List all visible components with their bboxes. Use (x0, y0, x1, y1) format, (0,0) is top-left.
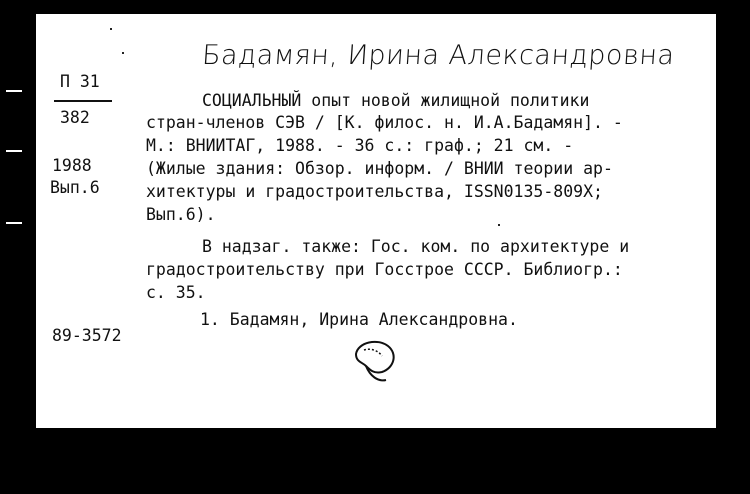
library-stamp-mark (348, 336, 408, 386)
scan-mark (6, 90, 22, 92)
scan-mark (6, 150, 22, 152)
scan-speck (122, 52, 124, 54)
note-line: В надзаг. также: Гос. ком. по архитектуре и (202, 237, 630, 256)
scan-bottom-edge (0, 428, 750, 494)
year-label: 1988 (52, 156, 92, 175)
entry-line: стран-членов СЭВ / [К. филос. н. И.А.Бадамян]. - (146, 113, 623, 132)
tracing-line: 1. Бадамян, Ирина Александровна. (200, 310, 518, 329)
accession-number: 89-3572 (52, 326, 122, 345)
scan-speck (498, 224, 500, 226)
call-number-class: П 31 (60, 72, 100, 91)
call-number-divider (54, 100, 112, 102)
scan-speck (110, 28, 112, 30)
entry-line: (Жилые здания: Обзор. информ. / ВНИИ теории ар- (146, 159, 613, 178)
note-line: градостроительству при Госстрое СССР. Библиогр.: (146, 260, 623, 279)
entry-line: М.: ВНИИТАГ, 1988. - 36 с.: граф.; 21 см. - (146, 136, 574, 155)
catalog-card (36, 14, 716, 428)
entry-line: СОЦИАЛЬНЫЙ опыт новой жилищной политики (202, 91, 590, 110)
issue-label: Вып.6 (50, 178, 100, 197)
note-line: с. 35. (146, 283, 206, 302)
entry-line: Вып.6). (146, 205, 216, 224)
scan-mark (6, 222, 22, 224)
handwritten-author: Бадамян, Ирина Александровна (200, 40, 676, 71)
entry-line: хитектуры и градостроительства, ISSN0135-809X; (146, 182, 603, 201)
call-number-shelf: 382 (60, 108, 90, 127)
scan-left-edge (0, 0, 36, 494)
